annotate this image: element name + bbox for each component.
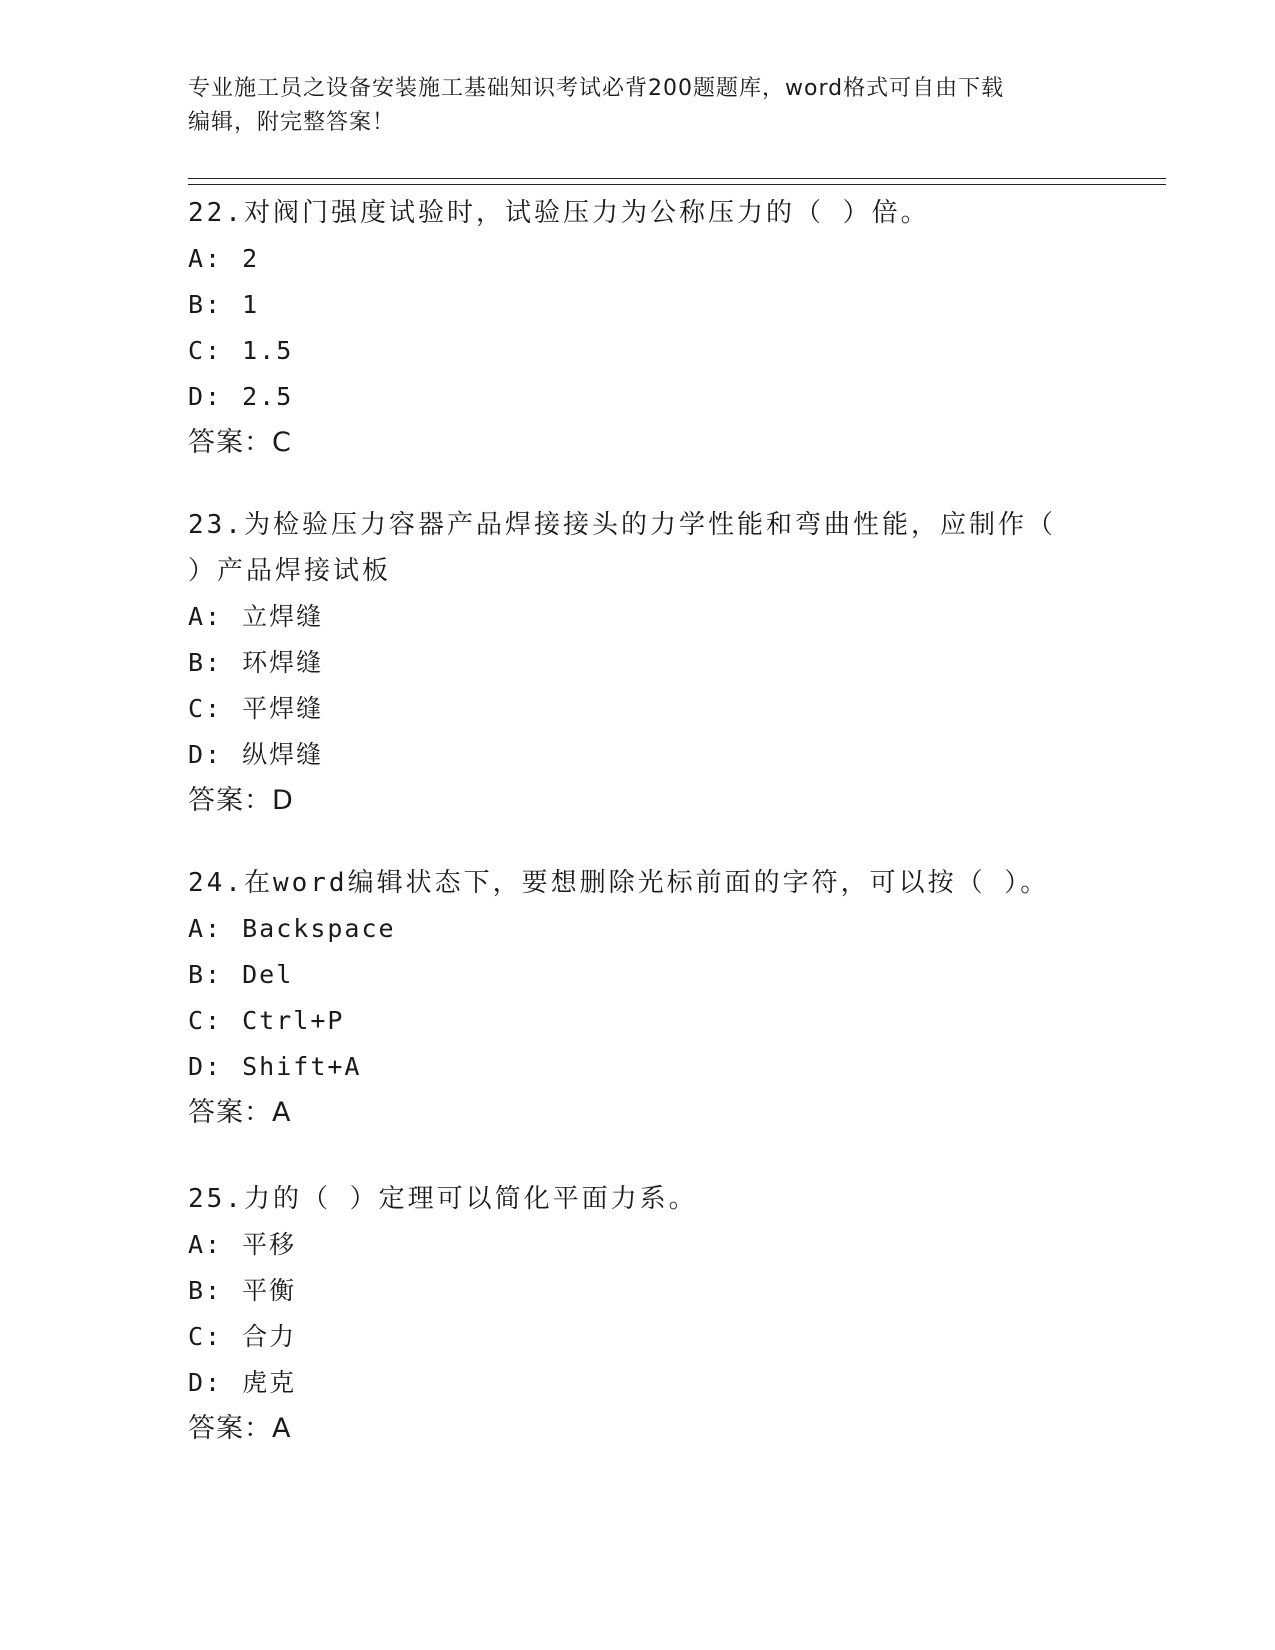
option-letter: A: [188,914,223,943]
option-letter: A: [188,602,223,631]
header-line-2: 编辑，附完整答案！ [188,110,396,135]
document-header [188,72,1108,140]
option-letter: C: [188,1322,223,1351]
option-text: Backspace [242,914,396,943]
option-letter: B: [188,648,223,677]
option-b [188,952,1088,998]
option-c [188,328,1088,374]
option-text: 1.5 [242,336,294,365]
option-text: 环焊缝 [242,648,324,677]
option-letter: B: [188,290,223,319]
option-text: Shift+A [242,1052,362,1081]
option-letter: D: [188,1368,223,1397]
option-text: 1 [242,290,260,319]
option-text: 虎克 [242,1368,297,1397]
option-a [188,1222,1088,1268]
option-c [188,686,1088,732]
option-b [188,640,1088,686]
question-23 [188,502,1088,824]
option-b [188,282,1088,328]
option-letter: C: [188,336,223,365]
answer-label: 答案：A [188,1413,292,1444]
answer-label: 答案：D [188,785,294,816]
option-text: 立焊缝 [242,602,324,631]
option-text: 平移 [242,1230,297,1259]
option-b [188,1268,1088,1314]
answer-label: 答案：A [188,1097,292,1128]
option-letter: A: [188,244,223,273]
option-letter: A: [188,1230,223,1259]
option-letter: D: [188,382,223,411]
question-25 [188,1176,1088,1452]
option-a [188,906,1088,952]
option-c [188,998,1088,1044]
option-a [188,594,1088,640]
option-letter: C: [188,1006,223,1035]
option-letter: C: [188,694,223,723]
question-24 [188,860,1088,1136]
option-letter: B: [188,960,223,989]
question-stem: 22.对阀门强度试验时，试验压力为公称压力的（ ）倍。 [188,198,930,228]
question-stem: 25.力的（ ）定理可以简化平面力系。 [188,1184,698,1214]
option-d [188,732,1088,778]
option-text: 纵焊缝 [242,740,324,769]
option-letter: D: [188,1052,223,1081]
answer-label: 答案：C [188,427,292,458]
option-d [188,1044,1088,1090]
question-stem-line-2: ）产品焊接试板 [188,556,392,586]
header-divider-bottom [188,184,1166,185]
option-a [188,236,1088,282]
header-divider-top [188,178,1166,179]
option-text: Ctrl+P [242,1006,345,1035]
question-stem: 24.在word编辑状态下，要想删除光标前面的字符，可以按（ ）。 [188,868,1050,898]
option-text: Del [242,960,294,989]
option-text: 平衡 [242,1276,297,1305]
option-d [188,374,1088,420]
option-letter: B: [188,1276,223,1305]
option-text: 平焊缝 [242,694,324,723]
question-22 [188,190,1088,466]
option-letter: D: [188,740,223,769]
header-line-1: 专业施工员之设备安装施工基础知识考试必背200题题库，word格式可自由下载 [188,76,1005,101]
option-text: 合力 [242,1322,297,1351]
option-d [188,1360,1088,1406]
question-stem-line-1: 23.为检验压力容器产品焊接接头的力学性能和弯曲性能，应制作（ [188,510,1056,540]
option-text: 2.5 [242,382,294,411]
option-text: 2 [242,244,260,273]
option-c [188,1314,1088,1360]
